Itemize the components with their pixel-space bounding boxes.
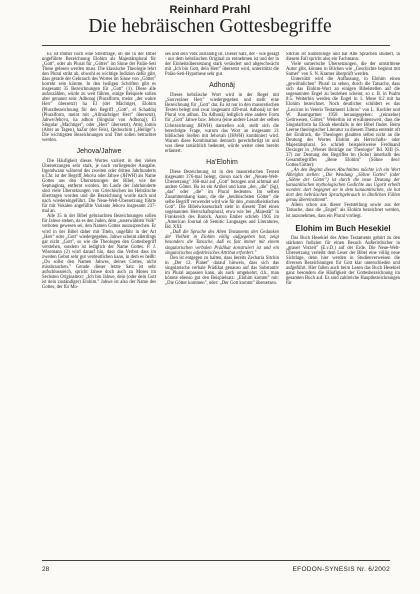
paragraph: Sitchin ist Sumerologe und hat Alte Sprachen studiert, in diesem Fall spricht also ein Fachmann. <box>286 52 400 63</box>
paragraph: Den ist entgegen zu halten, dass bereits Zecharia Sitchin in „Der 12. Planet" darauf hinweis, dass sich das singularische verbale Prädikat genauso auf das Substantiv im Plural anpassen kann, als auch umgekehrt, d.h., man könnte ebenso gut den Beispielsatz: „Elohim kommt" mit: „Die Götter kommen", oder: „Der Gott kommt" übersetzen. <box>165 255 279 286</box>
paragraph: Alle 35 in der Bibel gebrauchten Bezeichnungen sollen für Jahwe stehen, da es den Juden, dem „auserwählten Volk" verboten gewesen sei, den Namen Gottes auszusprechen. Er wird in der Bibel daher mit Titeln, ungefähr in der Art „Herr" oder „Gott" wiedergegeben. Jahwe scheint allerdings gar nicht „Gott", so wie die Theologen den Gottesbegriff verstehen, sondern ist lediglich der Name Gottes. P. J. Wisemann (2) wird darauf hin, dass das Verbot dass im zweiten Gebot sehr gut verdeutlichen kann, in dem es heißt: „Du sollst den Namen Jahwes, deines Gottes, nicht missbrauchen." Gerade dieser letzte Satz ist sehr aufschlussreich, spricht Jahwe doch auch zu Moses im Sechsten Originaltext: „Ich bin Jahwe, dein (oder dein Gott ist dein zuständiger) Elohim." Jahwe ist also der Name des Gottes, der für Mo- <box>42 214 156 291</box>
paragraph: Untersützt wird die Auffassung, in Elohim einen „gewöhnlichen" Plural zu sehen, durch die Tatsache, dass sich das Elohim-Wort an einigen Bibelstellen auf die sogenannten Engel zu beziehen scheint, so z. B. in Psalm 8:5. Weiterhin werden die Engel in 1. Mose 6:2 mit ha Elohim bezeichnet. Noch deutlicher schildert es das „Lexicon in Veteris Testamenti Libros" von L. Kochler und W. Baumgartner 1958 herausgegeben: „(einzelne) Getirwesen, Götter." Weiterhin ist erwähnenswert, dass die Singularform ha Eloah ebenfalls in der Bibel findet. Beim Leerne theologischer Literatur zu diesem Thema entsteht oft der Eindruck, die Theologen glaubten selbst nicht an die Deutung des Wortes Elohim als Herrschafts- oder Majestätsplural. So schrieb beispielsweise Ferdinand Dexinger in „Wiener Beiträge zur Theologie" Bd. XIII (S. 37) zur Deutung des Begriffes bn (Sohn) innerhalb des Gesamtbegriffes „Bene Elohim" (Söhne des/r Gottes/Götter): <box>286 77 400 169</box>
text-column-3 <box>286 52 400 554</box>
section-heading-elohim-hesekiel: Elohim im Buch Hesekiel <box>295 223 391 233</box>
section-heading-ha-elohim: Ha'Elohim <box>206 158 238 166</box>
block-quote: „An den Beginn dieses Abschnittes möchte ich ein Wort Albrights stellen: „Die Wendung „Söhne Gottes" (oder „Söhne der Götter") ist durch die neue Deutung der kanaanitischen mythologischen Gedichte aus Ugarit erhellt worden: dort begegnet sie in dem kanaanitischen, sie hat dort den hebräischen Sprachgebrauch in ähnlichen Fällen genau übereinstimmt". <box>286 168 400 204</box>
paragraph: ses und sein Volk zuständig ist. Dieser Satz, der - wie gesagt - nur dem hebräischen Original zu entnehmen ist und der in der Einheitsübersetzung stark verändert und abgeschwächt mit „Ich bin Gott, dein Herr" übersetzt wird, unterstützt die Paläo-Seti-Hypothese sehr gut. <box>165 52 279 78</box>
paragraph: Die Häufigkeit dieses Wortes variiert in den vielen Übersetzungen sehr stark, je nach vorliegender Ausgabe. Irgendwann während des zweiten oder dritten Jahrhunderts n.Chr. ist der Begriff Jehova oder Jahwe (JHWH) als Name Gottes aus den Übersetzungen der Bibel, wie der Septuaginta, entfernt worden. Im Laufe der Jahrhunderte sind viele Übersetzungen von Griechischen ins Hebräische übertragen worden und die Bezeichnung wurde nach und nach wiedereingeführt. Die Neue-Welt-Übersetzung führte für mit Vokalen angefüllte Variante Jehova insgesamt 237-mal an. <box>42 158 156 215</box>
article-author: Reinhard Prahl <box>169 4 251 16</box>
paragraph: Das Buch Hesekiel des Alten Testaments gehört zu den stärksten Indizien für einen Besuch Außerirdischer in „grauer Vorzeit" (E.v.D.) auf der Erde. Die Neue-Welt-Übersetzung verleiht dem Leser der Bibel eine völlig neue Sichtlage, denn hier werden in Studienverweisen die diversen Bezeichnungen für Gott klar unterschieden und aufgeführt. Hier fallen auch beim Lesen das Buch Hesekiel ganz besonders die Häufigkeit der Gottesbezeichnung im gesamten Buch auf. Es sind zahlreiche Hauptbezeichnungen für <box>286 235 400 286</box>
section-heading-jehova-jahwe: Jehova/Jahwe <box>76 147 122 155</box>
paragraph: Viele sumerische Übersetzungen, die der umstrittene Autor gibt, können in Bilchen wie „Geschichte beginnt mit Sumer" von S. N. Kramer überprüft werden. <box>286 62 400 78</box>
header-rule <box>42 45 390 46</box>
section-heading-adhonaj: Adhonāj <box>209 82 235 90</box>
block-quote: „Daß die Sprache des Alten Testaments den Gedanken der Vielheit in Elohim völlig aufgegeben hat, zeigt besonders die Tatsache, daß es fast immer mit einem singularischen verbalen Prädikat konstruiert ist und ein singularisches adjektivisches Attribut erfordert." <box>165 230 279 256</box>
article-title: Die hebräischen Gottesbegriffe <box>88 16 332 37</box>
footer-rule <box>42 560 390 561</box>
magazine-issue: EFODON-SYNESIS Nr. 6/2002 <box>292 566 390 573</box>
paragraph: Allein schon aus dieser Feststellung sowie aus der Tatsache, dass die „Engel" als Elohim bezeichnet werden, ist anzunehmen, dass ein Plural vorliegt. <box>286 203 400 219</box>
paragraph: Es ist immer noch eine Streitfrage, ob die in der Bibel ungeführte Bezeichnung Elohim als Majestätsplural für „Gott", oder als Plural für „Götter" im Sinne der Paläo-Seti These gelesen werden muss. Die klassische Theologie lehrt den Plural strikt ab, obwohl es wichtige Indizien dafür gibt, dass gerade der Gebrauch des Wortes im Sinne von „Götter" korrekt sein könnte. In den heiligen Schriften gibt es insgesamt 35 Bezeichnungen für „Gott" (1). Diese alle aufzuzählen, würde zu weit führen, einige Beispiele sollen aber genannt sein: Adhonaj (Pluralform, meint „der wahre Herr" übersetzt) ha El (der Mächtige), Elohim (Pluralbezeichnung für den Begriff „Gott", el Schaddaj (Pluralform, meint mit „Allmächtiger Herr" übersetzt), Jahwe/Jehova, ha adhon (Singular von Adhonaj), El Singular „Mächtiger", oder „Herr" übersetzt), Attiq Jomin (Alter an Tagen), haZur (der Fels), Qedoschim („Heilige"). Die wichtigsten Bezeichnungen und Titel sollen betrachtet werden. <box>42 52 156 143</box>
text-column-2 <box>165 52 279 554</box>
text-column-1 <box>42 52 156 554</box>
paragraph: Diese Bezeichnung ist in den masoretischen Texten insgesamt 376-mal belegt, davon nach der „Neuen-Welt-Übersetzung" 368-mal auf „Gott" bezogen und achtmal auf andere Götter. Ha ist ein Artikel und kann „der, „die" (Sg), „das" oder „die" im Plural bedeuten. Im selben Zusammenhang kann, die die „heidnischsten Götter" die selbe Begriff verwendet wird wie für den „monotheistischen Gott". Die Bibelwissenschaft sieht in diesem Titel einen sogenannten Herrschaftsplural, etwa wie bei „Majestät" in Frankreich des Barock. Aaron Ember schrieb 1905 im „American Journal ob Semitic Languages and Literatures, Bd. XXI: <box>165 169 279 231</box>
paragraph: Dieses hebräische Wort wird in der Regel mit „Souveräner Herr" wiedergegeben und stellt eine Bezeichnung für „Gott" dar. Es ist nur in den masoretischen Texten belegt und zwar insgesamt 439-mal. Adhonāj ist der Plural von adhon. Da Adhonāj lediglich eine andere Form für „Gott" Jahwe bzw. Jehova (eine andere Lesart der selben Urbezeichnung JHWH) darstellen soll, stellt sich die berechtigte Frage, warum das Wort an insgesamt 21 biblischen Stellen mit Jehovah (JHWH) kombiniert wird. Warum diese Kombination dennoch gerechtfertigt ist und was diese tatsächlich bedeutet, würde weiter oben bereits erläutert. <box>165 93 279 154</box>
page-number: 28 <box>42 566 50 573</box>
article-header <box>40 4 380 37</box>
